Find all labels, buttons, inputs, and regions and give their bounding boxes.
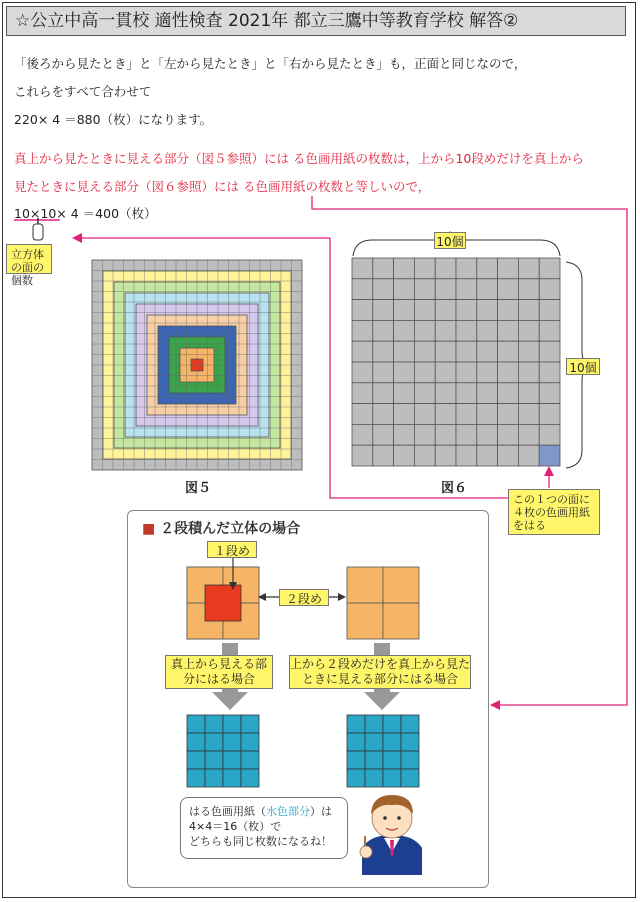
arrowhead-panel [490,700,500,710]
fig6-cell [456,383,477,404]
panel-title-text: ２段積んだ立体の場合 [160,521,301,537]
fig6-cell [477,445,498,466]
fig5-caption: 図５ [185,481,212,496]
fig6-cell [352,300,373,321]
fig6-cell [414,445,435,466]
fig6-cell [394,424,415,445]
panel-title-mark: ■ [142,521,156,537]
figure-5-grid [92,260,302,470]
fig6-cell [373,320,394,341]
fig6-cell [414,258,435,279]
fig6-cell [435,424,456,445]
fig6-cell [352,279,373,300]
fig6-cell [456,362,477,383]
panel-title [142,518,300,538]
fig6-cell [477,300,498,321]
fig6-cell [456,341,477,362]
figure-6-grid [352,258,560,466]
label-2dan: ２段め [279,589,329,606]
fig6-cell [414,320,435,341]
fig6-cell [414,279,435,300]
fig6-cell [539,258,560,279]
fig6-cell [435,445,456,466]
fig6-cell [373,362,394,383]
fig6-cell [518,424,539,445]
para1-line2: これらをすべて合わせて [14,84,152,99]
fig6-cell [539,424,560,445]
fig6-cell [477,258,498,279]
fig6-cell [456,445,477,466]
fig6-cell [394,320,415,341]
fig6-cell [518,300,539,321]
fig6-cell [394,383,415,404]
arrowhead-left [72,233,82,243]
fig6-cell [498,445,519,466]
fig6-cell [373,258,394,279]
fig6-cell [539,341,560,362]
fig6-cell [518,404,539,425]
fig6-cell [518,320,539,341]
para2-line1: 真上から見たときに見える部分（図５参照）には る色画用紙の枚数は，上から10段めだけを真上から [14,151,584,166]
fig6-cell [456,258,477,279]
fig6-cell [435,258,456,279]
fig6-cell [456,404,477,425]
fig6-cell [373,383,394,404]
fig6-cell [394,300,415,321]
fig6-cell [477,383,498,404]
fig6-cell [435,320,456,341]
fig6-cell [539,300,560,321]
fig6-cell [498,424,519,445]
bubble-line3: どちらも同じ枚数になるね！ [189,835,332,848]
fig6-cell [539,404,560,425]
fig6-cell [394,341,415,362]
fig6-cell [414,424,435,445]
fig6-cell [352,362,373,383]
fig6-cell [435,279,456,300]
note-pointer-arrow [544,466,554,476]
fig6-highlight-cell [539,445,560,466]
fig6-cell [373,424,394,445]
fig6-cell [477,320,498,341]
fig6-cell [352,424,373,445]
fig6-cell [435,404,456,425]
fig6-cell [498,300,519,321]
fig6-cell [394,404,415,425]
fig6-cell [435,383,456,404]
fig6-cell [435,341,456,362]
fig6-cell [456,320,477,341]
fig6-cell [518,341,539,362]
fig6-cell [414,383,435,404]
fig6-cell [518,445,539,466]
fig6-cell [518,279,539,300]
fig6-cell [414,300,435,321]
fig6-cell [477,424,498,445]
fig6-cell [394,445,415,466]
para1-line3: 220× 4 ＝880（枚）になります。 [14,112,213,127]
fig6-cell [414,404,435,425]
page-title: ☆公立中高一貫校 適性検査 2021年 都立三鷹中等教育学校 解答② [6,6,626,36]
fig6-side-label: 10個 [566,358,600,375]
fig6-cell [435,362,456,383]
fig6-cell [352,383,373,404]
fig6-cell [456,279,477,300]
fig6-cell [373,279,394,300]
fig6-cell [414,341,435,362]
fig6-top-label: 10個 [434,232,466,249]
fig6-cell [498,258,519,279]
fig6-cell [373,445,394,466]
fig6-cell [352,320,373,341]
fig6-cell [498,362,519,383]
fig6-cell [456,424,477,445]
bubble-line2: 4×4＝16（枚）で [189,820,282,833]
fig6-cell [352,258,373,279]
note-cube-faces: 立方体の面の個数 [6,244,52,274]
para1-line1: 「後ろから見たとき」と「左から見たとき」と「右から見たとき」も，正面と同じなので， [14,56,527,71]
para2-line2: 見たときに見える部分（図６参照）には る色画用紙の枚数と等しいので， [14,179,431,194]
fig6-caption: 図６ [441,481,468,496]
fig6-cell [518,258,539,279]
note-one-face: この１つの面に４枚の色画用紙をはる [508,489,600,535]
fig6-cell [518,383,539,404]
fig6-cell [477,279,498,300]
bubble-line1: はる色画用紙（水色部分）は [189,805,332,818]
fig6-cell [539,362,560,383]
fig6-cell [394,279,415,300]
fig6-cell [539,383,560,404]
para2-line3: 10×10× 4 ＝400（枚） [14,206,157,221]
fig6-cell [373,404,394,425]
fig6-cell [414,362,435,383]
fig6-cell [435,300,456,321]
fig6-cell [394,258,415,279]
fig6-cell [477,341,498,362]
fig6-cell [498,320,519,341]
fig6-cell [394,362,415,383]
fig6-cell [498,341,519,362]
fig6-cell [539,320,560,341]
fig6-cell [518,362,539,383]
speech-bubble [180,797,348,859]
fig6-cell [352,445,373,466]
fig6-cell [373,300,394,321]
fig6-cell [456,300,477,321]
label-second-tier-view: 上から２段めだけを真上から見たときに見える部分にはる場合 [289,655,471,689]
label-top-view: 真上から見える部分にはる場合 [165,655,273,689]
fig6-cell [352,404,373,425]
fig6-cell [498,404,519,425]
pointing-hand-icon [33,218,43,240]
fig6-cell [352,341,373,362]
fig6-cell [498,383,519,404]
fig6-cell [373,341,394,362]
fig6-cell [539,279,560,300]
label-1dan: １段め [207,541,257,558]
fig6-cell [498,279,519,300]
fig6-cell [477,362,498,383]
fig6-cell [477,404,498,425]
